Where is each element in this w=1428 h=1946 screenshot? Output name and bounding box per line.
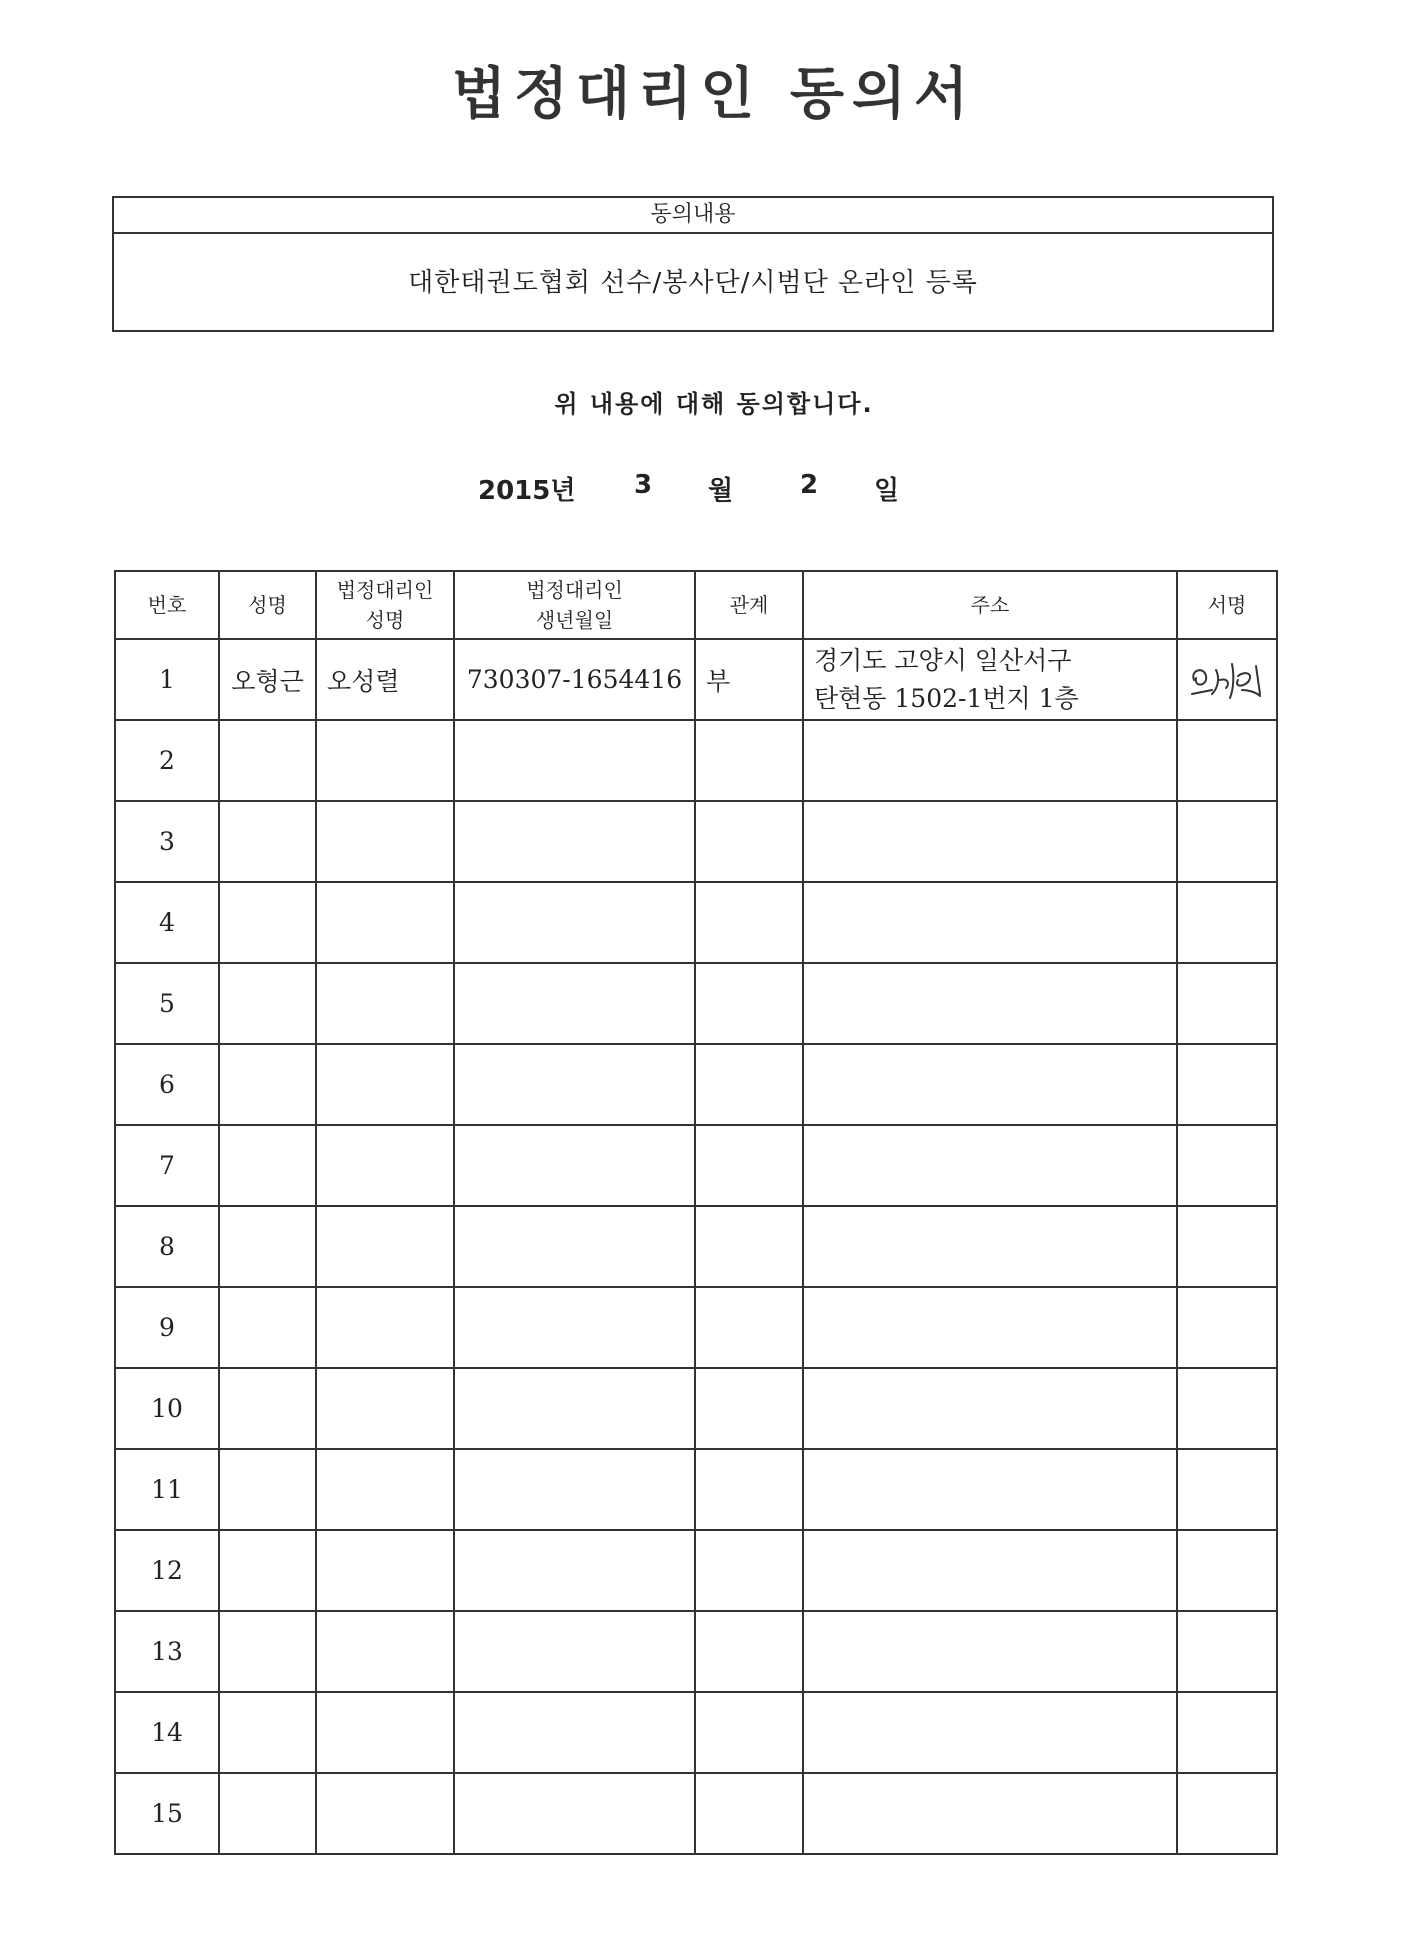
table-row xyxy=(115,1611,1277,1692)
cell-number: 9 xyxy=(115,1287,219,1368)
date-year: 2015년 xyxy=(478,476,576,506)
table-row xyxy=(115,882,1277,963)
table-row xyxy=(115,1368,1277,1449)
cell-relation xyxy=(695,1773,803,1854)
address-line-2: 탄현동 1502-1번지 1층 xyxy=(814,683,1079,713)
cell-address xyxy=(803,801,1177,882)
cell-signature xyxy=(1177,882,1277,963)
cell-relation xyxy=(695,801,803,882)
cell-guardian-birth xyxy=(454,1773,695,1854)
cell-name xyxy=(219,1368,316,1449)
cell-relation xyxy=(695,1692,803,1773)
cell-guardian-name xyxy=(316,1125,454,1206)
table-row xyxy=(115,1530,1277,1611)
cell-guardian-birth xyxy=(454,1044,695,1125)
header-guardian-name xyxy=(316,571,454,639)
cell-guardian-birth xyxy=(454,1449,695,1530)
table-row xyxy=(115,1044,1277,1125)
header-guardian-name-line1: 법정대리인 xyxy=(336,578,434,602)
table-row xyxy=(115,720,1277,801)
cell-guardian-name: 오성렬 xyxy=(316,639,454,720)
table-row xyxy=(115,1449,1277,1530)
cell-name xyxy=(219,801,316,882)
cell-guardian-name xyxy=(316,1611,454,1692)
cell-name xyxy=(219,1611,316,1692)
cell-number: 6 xyxy=(115,1044,219,1125)
date-month-unit: 월 xyxy=(708,476,734,506)
cell-guardian-name xyxy=(316,1449,454,1530)
cell-address xyxy=(803,963,1177,1044)
cell-number: 5 xyxy=(115,963,219,1044)
cell-name xyxy=(219,1287,316,1368)
handwritten-signature xyxy=(1182,650,1272,710)
cell-number: 3 xyxy=(115,801,219,882)
cell-name xyxy=(219,1044,316,1125)
consent-body: 대한태권도협회 선수/봉사단/시범단 온라인 등록 xyxy=(408,268,978,298)
cell-guardian-birth xyxy=(454,1611,695,1692)
cell-address xyxy=(803,1692,1177,1773)
table-row xyxy=(115,1692,1277,1773)
cell-relation xyxy=(695,1449,803,1530)
cell-relation xyxy=(695,963,803,1044)
cell-relation xyxy=(695,1611,803,1692)
cell-number: 12 xyxy=(115,1530,219,1611)
cell-signature xyxy=(1177,1449,1277,1530)
header-guardian-birth-line2: 생년월일 xyxy=(535,608,614,632)
cell-relation xyxy=(695,1206,803,1287)
header-guardian-birth-line1: 법정대리인 xyxy=(526,578,623,602)
cell-address xyxy=(803,1368,1177,1449)
cell-guardian-birth xyxy=(454,1692,695,1773)
cell-guardian-name xyxy=(316,1206,454,1287)
cell-guardian-name xyxy=(316,1044,454,1125)
cell-signature xyxy=(1177,639,1277,720)
cell-guardian-birth xyxy=(454,1530,695,1611)
cell-name: 오형근 xyxy=(219,639,316,720)
cell-number: 2 xyxy=(115,720,219,801)
cell-number: 15 xyxy=(115,1773,219,1854)
cell-signature xyxy=(1177,1692,1277,1773)
header-guardian-birth xyxy=(454,571,695,639)
cell-signature xyxy=(1177,720,1277,801)
cell-address xyxy=(803,1287,1177,1368)
cell-signature xyxy=(1177,1773,1277,1854)
cell-name xyxy=(219,720,316,801)
date-day: 2 xyxy=(800,470,819,500)
cell-relation xyxy=(695,1368,803,1449)
cell-address xyxy=(803,882,1177,963)
cell-signature xyxy=(1177,1611,1277,1692)
cell-name xyxy=(219,1449,316,1530)
table-row xyxy=(115,639,1277,720)
table-row xyxy=(115,801,1277,882)
cell-name xyxy=(219,1530,316,1611)
cell-name xyxy=(219,1773,316,1854)
cell-relation xyxy=(695,1044,803,1125)
cell-relation xyxy=(695,1125,803,1206)
cell-relation xyxy=(695,1530,803,1611)
address-line-1: 경기도 고양시 일산서구 xyxy=(814,645,1072,675)
cell-address xyxy=(803,1530,1177,1611)
cell-signature xyxy=(1177,801,1277,882)
consent-header: 동의내용 xyxy=(114,198,1272,234)
cell-number: 4 xyxy=(115,882,219,963)
cell-address xyxy=(803,1449,1177,1530)
cell-guardian-birth xyxy=(454,1287,695,1368)
cell-guardian-name xyxy=(316,1773,454,1854)
cell-guardian-birth xyxy=(454,1125,695,1206)
cell-number: 7 xyxy=(115,1125,219,1206)
cell-guardian-birth: 730307-1654416 xyxy=(454,639,695,720)
cell-name xyxy=(219,963,316,1044)
cell-number: 8 xyxy=(115,1206,219,1287)
cell-name xyxy=(219,1692,316,1773)
cell-signature xyxy=(1177,1125,1277,1206)
cell-number: 11 xyxy=(115,1449,219,1530)
cell-signature xyxy=(1177,1287,1277,1368)
cell-guardian-name xyxy=(316,1287,454,1368)
date-month: 3 xyxy=(634,470,653,500)
cell-address xyxy=(803,1125,1177,1206)
header-guardian-name-line2: 성명 xyxy=(365,608,405,632)
cell-guardian-birth xyxy=(454,720,695,801)
cell-address xyxy=(803,1044,1177,1125)
header-address: 주소 xyxy=(803,571,1177,639)
cell-signature xyxy=(1177,1530,1277,1611)
cell-number: 14 xyxy=(115,1692,219,1773)
cell-guardian-birth xyxy=(454,963,695,1044)
table-row xyxy=(115,963,1277,1044)
cell-guardian-birth xyxy=(454,801,695,882)
cell-guardian-name xyxy=(316,963,454,1044)
table-row xyxy=(115,1125,1277,1206)
header-number: 번호 xyxy=(115,571,219,639)
cell-number: 1 xyxy=(115,639,219,720)
cell-guardian-birth xyxy=(454,1368,695,1449)
cell-relation xyxy=(695,882,803,963)
cell-guardian-name xyxy=(316,720,454,801)
guardian-table xyxy=(114,570,1278,1855)
cell-number: 13 xyxy=(115,1611,219,1692)
cell-address xyxy=(803,1206,1177,1287)
header-signature: 서명 xyxy=(1177,571,1277,639)
cell-relation: 부 xyxy=(695,639,803,720)
cell-signature xyxy=(1177,1044,1277,1125)
cell-guardian-name xyxy=(316,801,454,882)
cell-name xyxy=(219,882,316,963)
cell-guardian-name xyxy=(316,1692,454,1773)
cell-number: 10 xyxy=(115,1368,219,1449)
cell-address xyxy=(803,639,1177,720)
cell-guardian-name xyxy=(316,1530,454,1611)
cell-guardian-name xyxy=(316,1368,454,1449)
table-row xyxy=(115,1206,1277,1287)
cell-signature xyxy=(1177,1368,1277,1449)
cell-relation xyxy=(695,1287,803,1368)
cell-name xyxy=(219,1125,316,1206)
cell-name xyxy=(219,1206,316,1287)
table-row xyxy=(115,1773,1277,1854)
cell-relation xyxy=(695,720,803,801)
document-title: 법정대리인 동의서 xyxy=(451,62,977,127)
table-header-row xyxy=(115,571,1277,639)
cell-address xyxy=(803,1611,1177,1692)
consent-box xyxy=(112,196,1274,332)
agree-statement: 위 내용에 대해 동의합니다. xyxy=(554,390,874,418)
cell-guardian-birth xyxy=(454,1206,695,1287)
cell-address xyxy=(803,1773,1177,1854)
cell-signature xyxy=(1177,963,1277,1044)
date-day-unit: 일 xyxy=(874,476,900,506)
cell-guardian-name xyxy=(316,882,454,963)
cell-guardian-birth xyxy=(454,882,695,963)
cell-address xyxy=(803,720,1177,801)
header-name: 성명 xyxy=(219,571,316,639)
header-relation: 관계 xyxy=(695,571,803,639)
cell-signature xyxy=(1177,1206,1277,1287)
table-row xyxy=(115,1287,1277,1368)
